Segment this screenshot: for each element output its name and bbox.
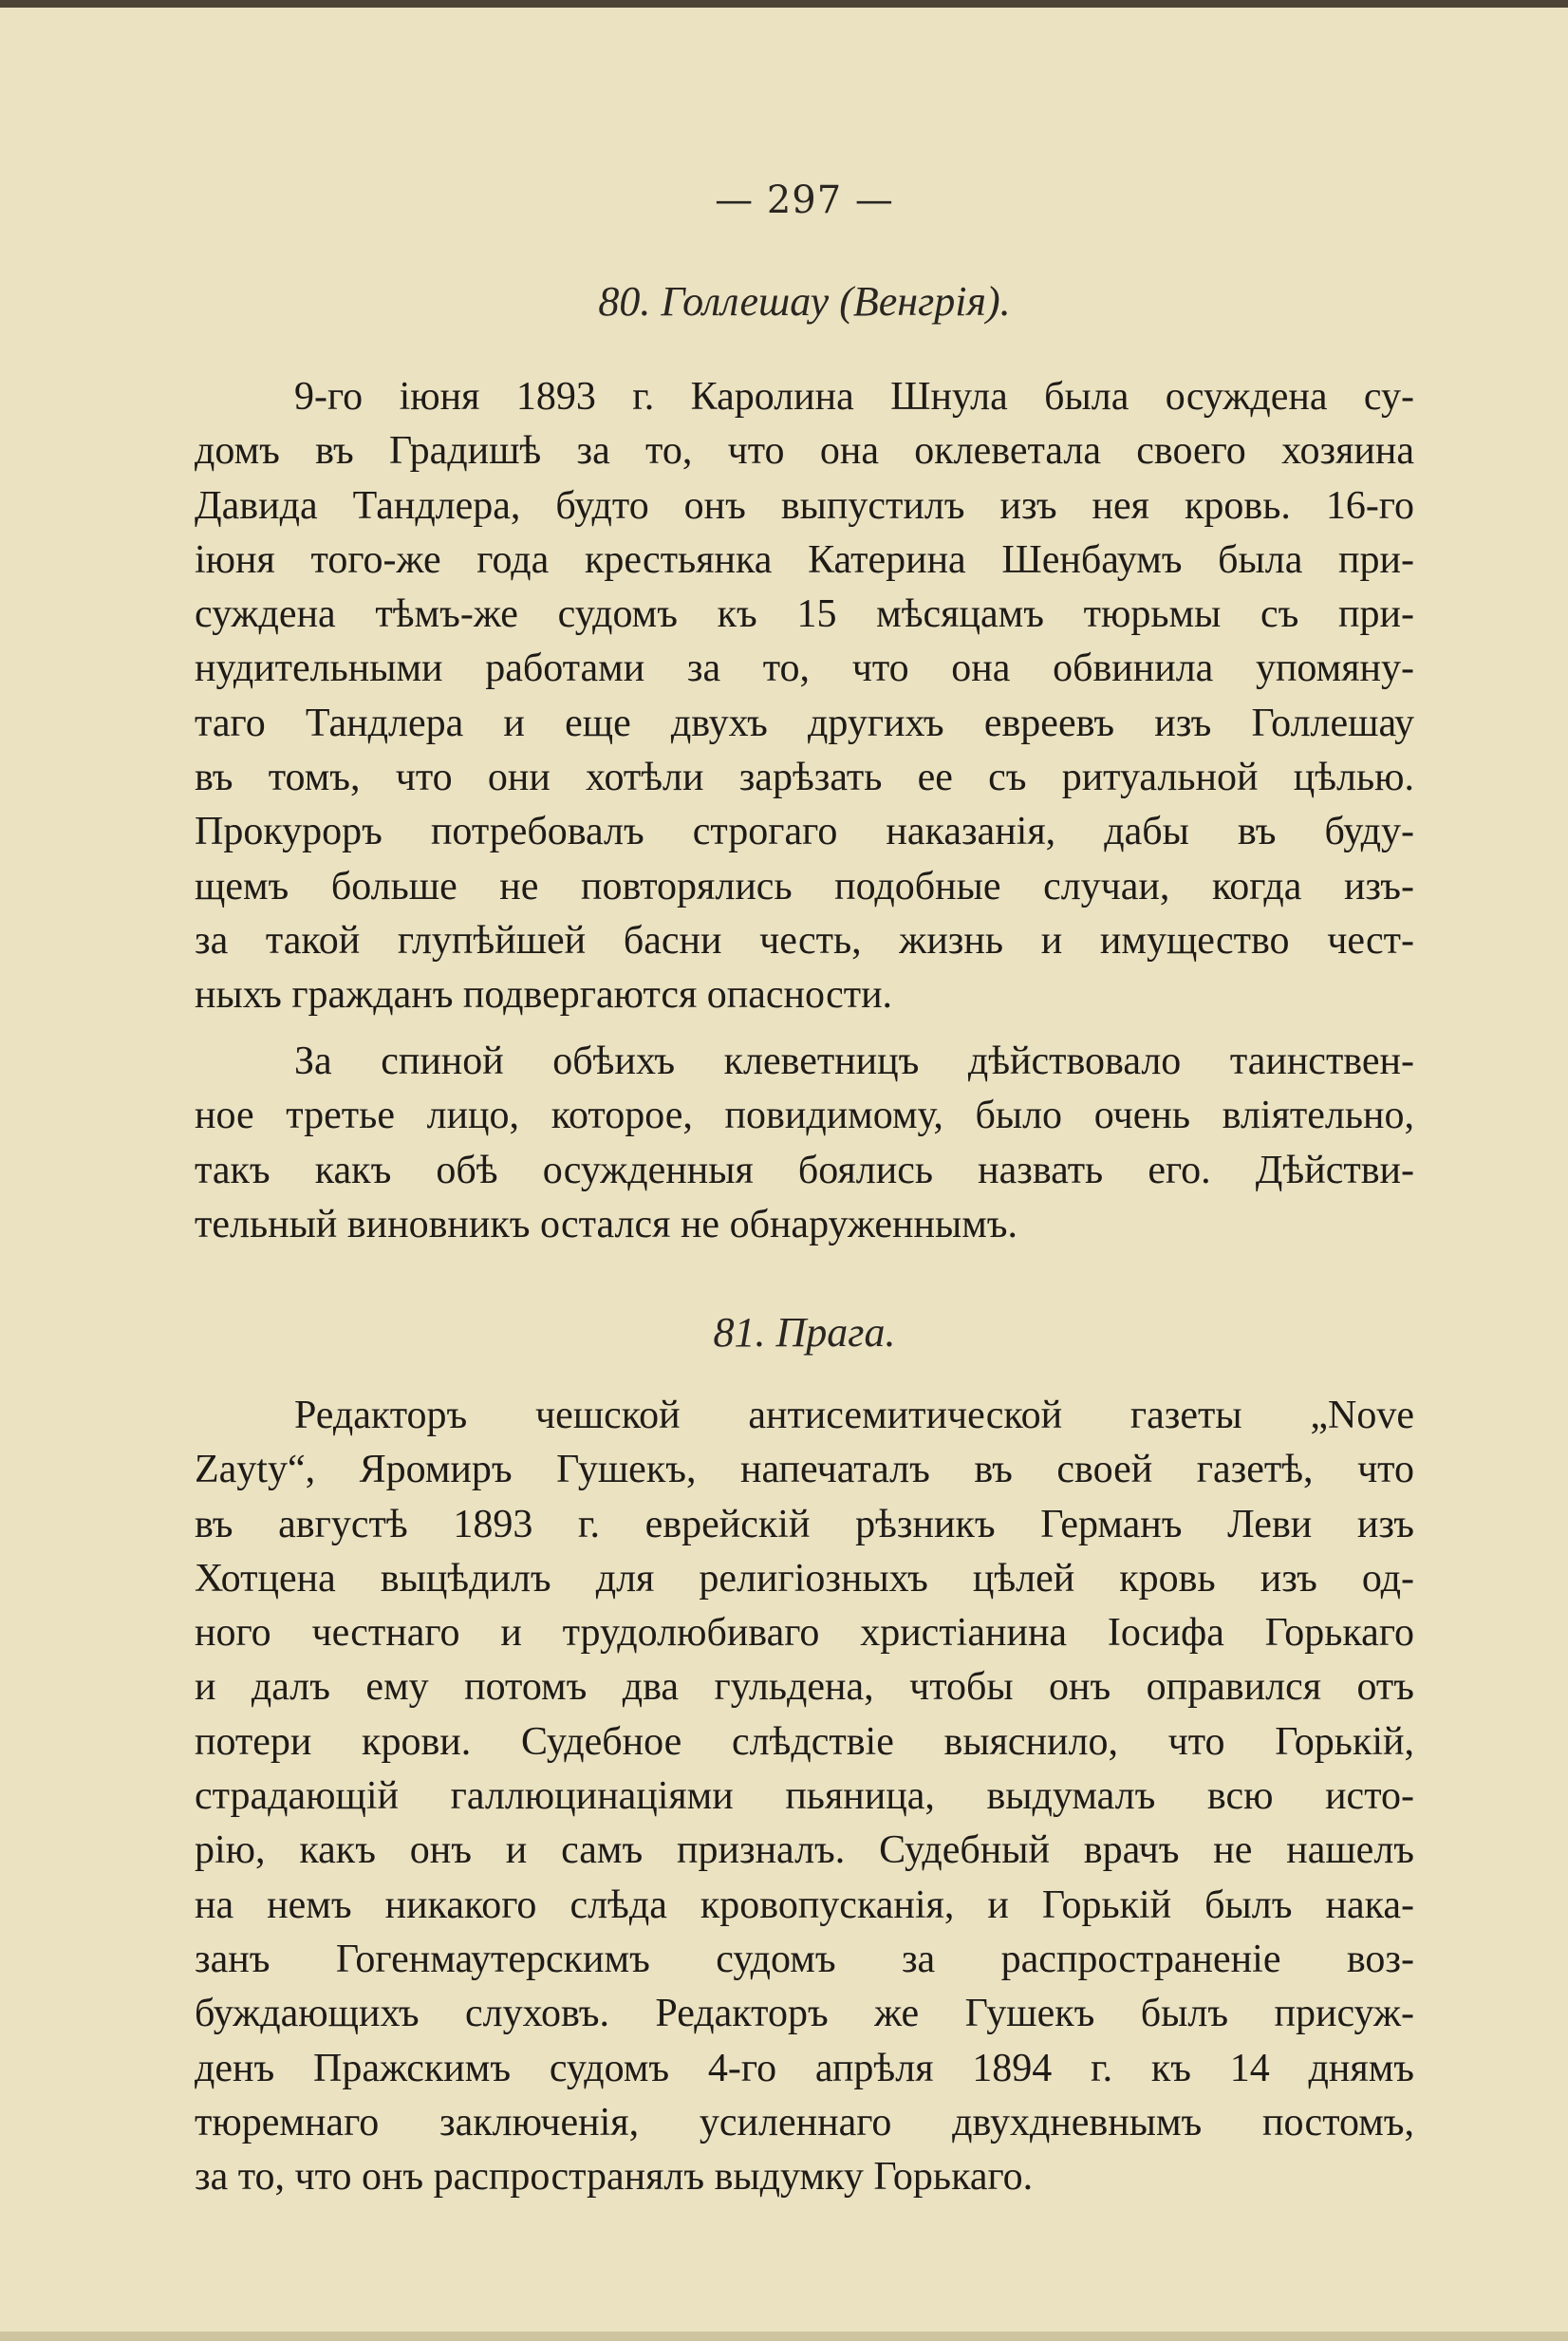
- text-line: буждающихъ слуховъ. Редакторъ же Гушекъ былъ присуж-: [195, 1992, 1414, 2036]
- text-line: Редакторъ чешской антисемитической газеты „Nove: [294, 1394, 1414, 1437]
- text-line: рію, какъ онъ и самъ призналъ. Судебный врачъ не нашелъ: [195, 1828, 1414, 1873]
- text-line: Прокуроръ потребовалъ строгаго наказанія, дабы въ буду-: [195, 810, 1414, 854]
- text-line: тельный виновникъ остался не обнаруженнымъ.: [195, 1202, 1018, 1246]
- section-80-paragraph-1: [195, 370, 1414, 1023]
- text-line: нудительными работами за то, что она обвинила упомяну-: [195, 646, 1414, 691]
- section-81-paragraph-1: [195, 1389, 1414, 2204]
- text-line: и далъ ему потомъ два гульдена, чтобы онъ оправился отъ: [195, 1665, 1414, 1710]
- page-number: — 297 —: [715, 178, 894, 222]
- text-line: ныхъ гражданъ подвергаются опасности.: [195, 973, 893, 1018]
- text-line: такъ какъ обѣ осужденныя боялись назвать его. Дѣйстви-: [195, 1148, 1414, 1192]
- text-line: занъ Гогенмаутерскимъ судомъ за распространеніе воз-: [195, 1937, 1414, 1981]
- section-80-heading: 80. Голлешау (Венгрія).: [598, 278, 1011, 325]
- text-line: за такой глупѣйшей басни честь, жизнь и имущество чест-: [195, 918, 1414, 963]
- section-80-paragraph-2: [195, 1035, 1414, 1252]
- text-line: Давида Тандлера, будто онъ выпустилъ изъ нея кровь. 16-го: [195, 483, 1414, 528]
- text-line: щемъ больше не повторялись подобные случаи, когда изъ-: [195, 864, 1414, 908]
- text-line: тюремнаго заключенія, усиленнаго двухдневнымъ постомъ,: [195, 2100, 1414, 2144]
- text-line: домъ въ Градишѣ за то, что она оклеветала своего хозяина: [195, 429, 1414, 474]
- text-line: ного честнаго и трудолюбиваго христіанина Іосифа Горькаго: [195, 1611, 1414, 1656]
- text-line: въ августѣ 1893 г. еврейскій рѣзникъ Германъ Леви изъ: [195, 1502, 1414, 1546]
- text-line: въ томъ, что они хотѣли зарѣзать ее съ ритуальной цѣлью.: [195, 756, 1414, 800]
- text-line: суждена тѣмъ-же судомъ къ 15 мѣсяцамъ тюрьмы съ при-: [195, 592, 1414, 637]
- page-top-edge: [0, 0, 1568, 8]
- text-line: страдающій галлюцинаціями пьяница, выдумалъ всю исто-: [195, 1774, 1414, 1819]
- text-line: потери крови. Судебное слѣдствіе выяснило, что Горькій,: [195, 1719, 1414, 1764]
- text-line: іюня того-же года крестьянка Катерина Шенбаумъ была при-: [195, 537, 1414, 582]
- text-line: денъ Пражскимъ судомъ 4-го апрѣля 1894 г. къ 14 днямъ: [195, 2046, 1414, 2090]
- text-line: за то, что онъ распространялъ выдумку Горькаго.: [195, 2155, 1034, 2200]
- text-line: ное третье лицо, которое, повидимому, было очень вліятельно,: [195, 1094, 1414, 1138]
- section-81-heading: 81. Прага.: [713, 1309, 896, 1356]
- text-line: 9-го іюня 1893 г. Каролина Шнула была осуждена су-: [294, 375, 1414, 419]
- text-line: Хотцена выцѣдилъ для религіозныхъ цѣлей кровь изъ од-: [195, 1556, 1414, 1601]
- text-line: на немъ никакого слѣда кровопусканія, и Горькій былъ нака-: [195, 1882, 1414, 1927]
- text-line: таго Тандлера и еще двухъ другихъ евреевъ изъ Голлешау: [195, 701, 1414, 745]
- page-bottom-edge: [0, 2332, 1568, 2341]
- text-line: Zayty“, Яромиръ Гушекъ, напечаталъ въ своей газетѣ, что: [195, 1448, 1414, 1492]
- text-line: За спиной обѣихъ клеветницъ дѣйствовало таинствен-: [294, 1039, 1414, 1083]
